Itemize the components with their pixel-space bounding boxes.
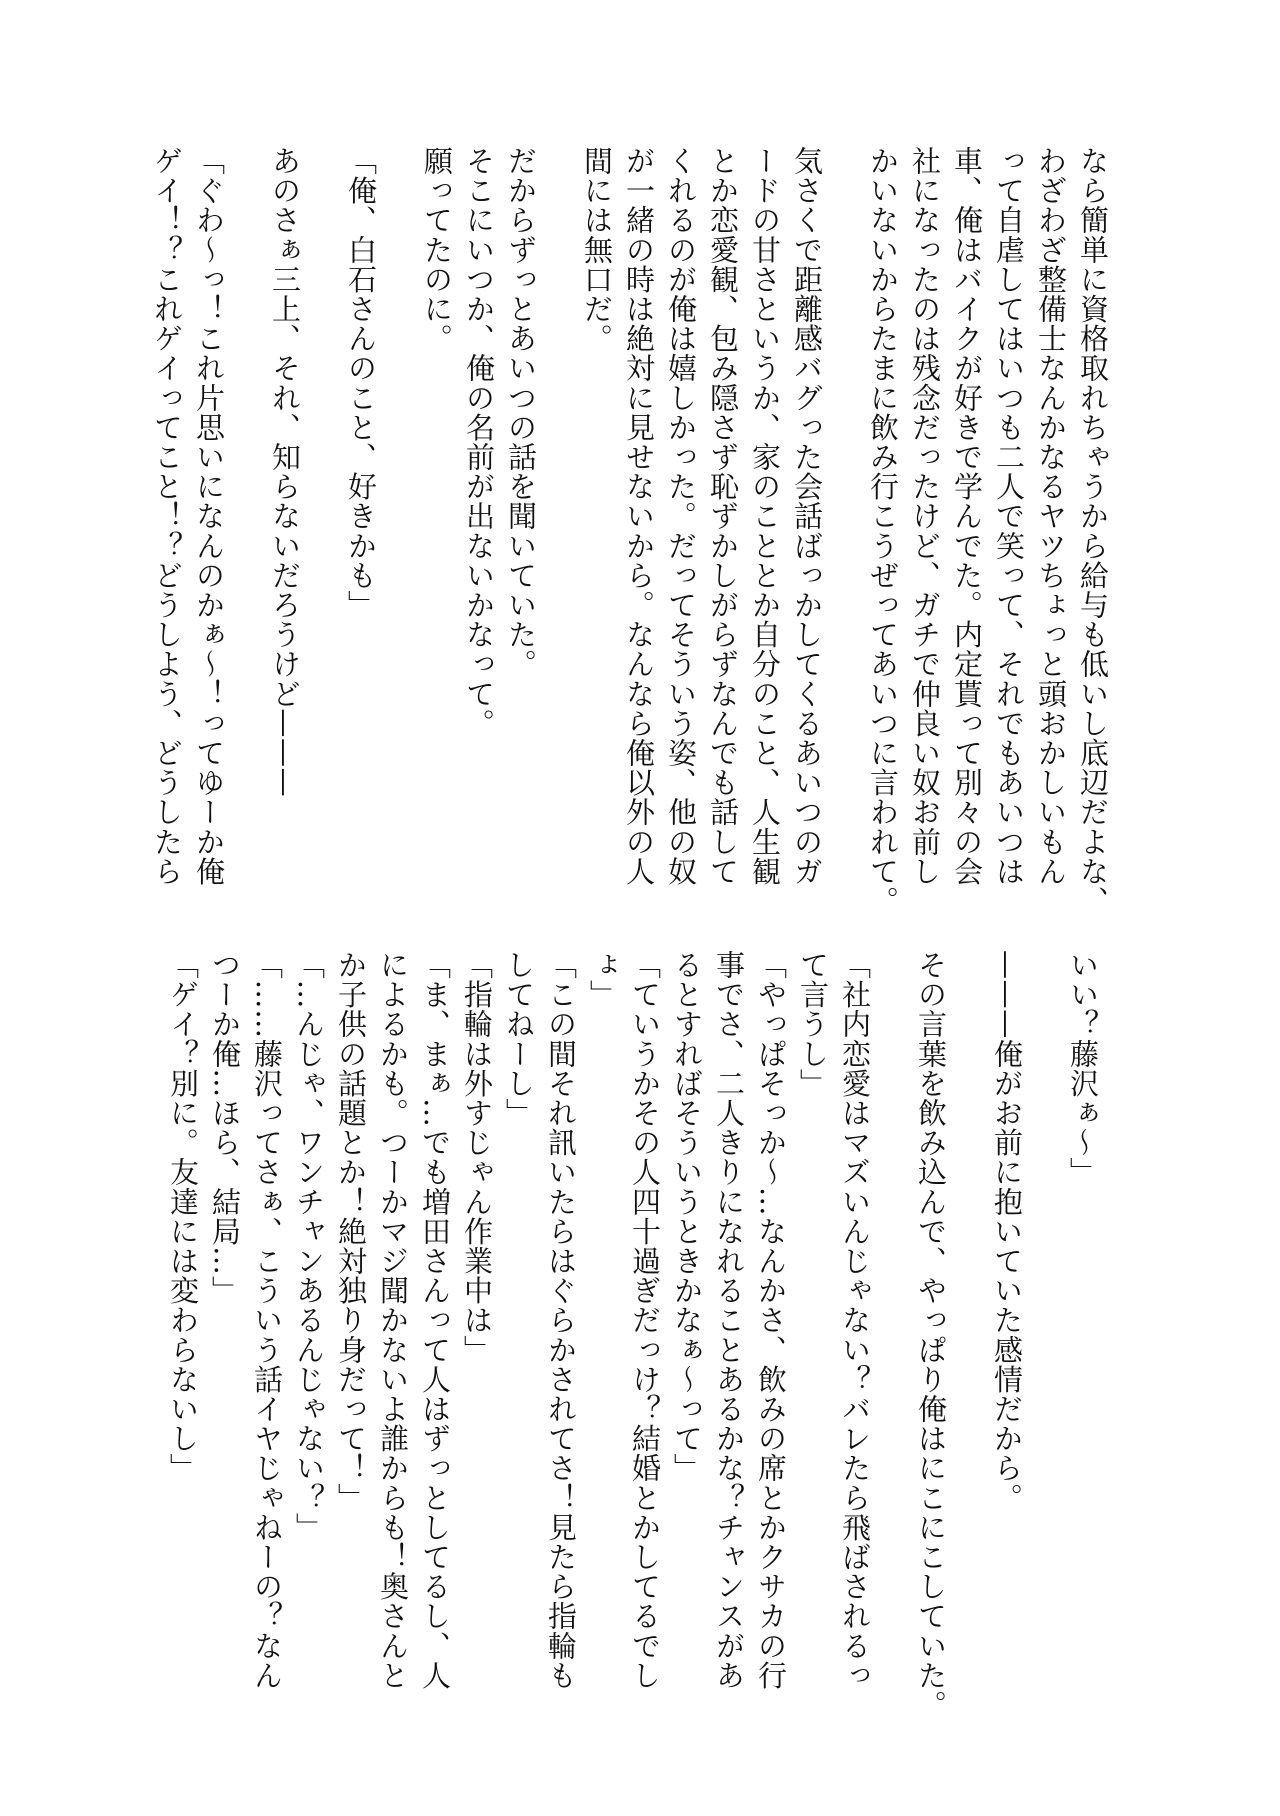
text-line: ードの甘さというか、家のこととか自分のこと、人生観 bbox=[748, 146, 782, 886]
text-line: 「社内恋愛はマズいんじゃない？バレたら飛ばされるっ bbox=[838, 950, 872, 1690]
text-line: 「ま、まぁ…でも増田さんって人はずっとしてるし、人 bbox=[418, 950, 452, 1690]
text-line: 「…んじゃ、ワンチャンあるんじゃない？」 bbox=[292, 950, 326, 1542]
text-line: いい？藤沢ぁ～」 bbox=[1066, 950, 1100, 1187]
lower-text-block bbox=[162, 950, 1104, 1720]
text-line: 社になったのは残念だったけど、ガチで仲良い奴お前し bbox=[908, 146, 942, 886]
text-line: あのさぁ三上、それ、知らないだろうけど——— bbox=[268, 146, 302, 798]
text-line: って自虐してはいつも二人で笑って、それでもあいつは bbox=[992, 146, 1026, 886]
text-line: 「ぐわ～っ！これ片思いになんのかぁ～！ってゆーか俺 bbox=[192, 146, 226, 886]
paragraph-gap bbox=[876, 950, 910, 1670]
text-line: 「……藤沢ってさぁ、こういう話イヤじゃねーの？なん bbox=[250, 950, 284, 1690]
upper-text-block bbox=[146, 146, 1114, 916]
text-line: わざわざ整備士なんかなるヤツちょっと頭おかしいもん bbox=[1034, 146, 1068, 886]
text-line: ょ」 bbox=[586, 950, 620, 1010]
text-line: 間には無口だ。 bbox=[580, 146, 614, 354]
paragraph-gap bbox=[952, 950, 986, 1670]
text-line: て言うし」 bbox=[796, 950, 830, 1098]
text-line: かいないからたまに飲み行こうぜってあいつに言われて。 bbox=[866, 146, 900, 916]
text-line: 「俺、白石さんのこと、好きかも」 bbox=[344, 146, 378, 620]
text-line: つーか俺…ほら、結局…」 bbox=[208, 950, 242, 1306]
text-line: くれるのが俺は嬉しかった。だってそういう姿、他の奴 bbox=[664, 146, 698, 886]
text-line: そこにいつか、俺の名前が出ないかなって。 bbox=[462, 146, 496, 738]
text-line: によるかも。つーかマジ聞かないよ誰からも！奥さんと bbox=[376, 950, 410, 1690]
text-line: るとすればそういうときかなぁ～って」 bbox=[670, 950, 704, 1483]
text-line: してねーし」 bbox=[502, 950, 536, 1128]
text-line: なら簡単に資格取れちゃうから給与も低いし底辺だよな、 bbox=[1076, 146, 1110, 916]
paragraph-gap bbox=[306, 146, 340, 866]
text-line: 事でさ、二人きりになれることあるかな？チャンスがあ bbox=[712, 950, 746, 1690]
text-line: 願ってたのに。 bbox=[420, 146, 454, 354]
text-line: が一緒の時は絶対に見せないから。なんなら俺以外の人 bbox=[622, 146, 656, 886]
paragraph-gap bbox=[230, 146, 264, 866]
text-line: か子供の話題とか！絶対独り身だって！」 bbox=[334, 950, 368, 1513]
text-line: 車、俺はバイクが好きで学んでた。内定貰って別々の会 bbox=[950, 146, 984, 886]
text-line: だからずっとあいつの話を聞いていた。 bbox=[504, 146, 538, 679]
paragraph-gap bbox=[542, 146, 576, 866]
text-line: 気さくで距離感バグった会話ばっかしてくるあいつのガ bbox=[790, 146, 824, 886]
paragraph-gap bbox=[1028, 950, 1062, 1670]
text-line: 「やっぱそっか～…なんかさ、飲みの席とかクサカの行 bbox=[754, 950, 788, 1690]
text-line: 「ゲイ？別に。友達には変わらないし」 bbox=[166, 950, 200, 1483]
text-line: 「この間それ訊いたらはぐらかされてさ！見たら指輪も bbox=[544, 950, 578, 1690]
text-line: とか恋愛観、包み隠さず恥ずかしがらずなんでも話して bbox=[706, 146, 740, 886]
text-line: 「ていうかその人四十過ぎだっけ？結婚とかしてるでし bbox=[628, 950, 662, 1690]
text-line: その言葉を飲み込んで、やっぱり俺はにこにこしていた。 bbox=[914, 950, 948, 1720]
text-line: ———俺がお前に抱いていた感情だから。 bbox=[990, 950, 1024, 1513]
paragraph-gap bbox=[382, 146, 416, 866]
text-line: ゲイ！？これゲイってこと！？どうしよう、どうしたら bbox=[150, 146, 184, 886]
paragraph-gap bbox=[828, 146, 862, 866]
text-line: 「指輪は外すじゃん作業中は」 bbox=[460, 950, 494, 1365]
